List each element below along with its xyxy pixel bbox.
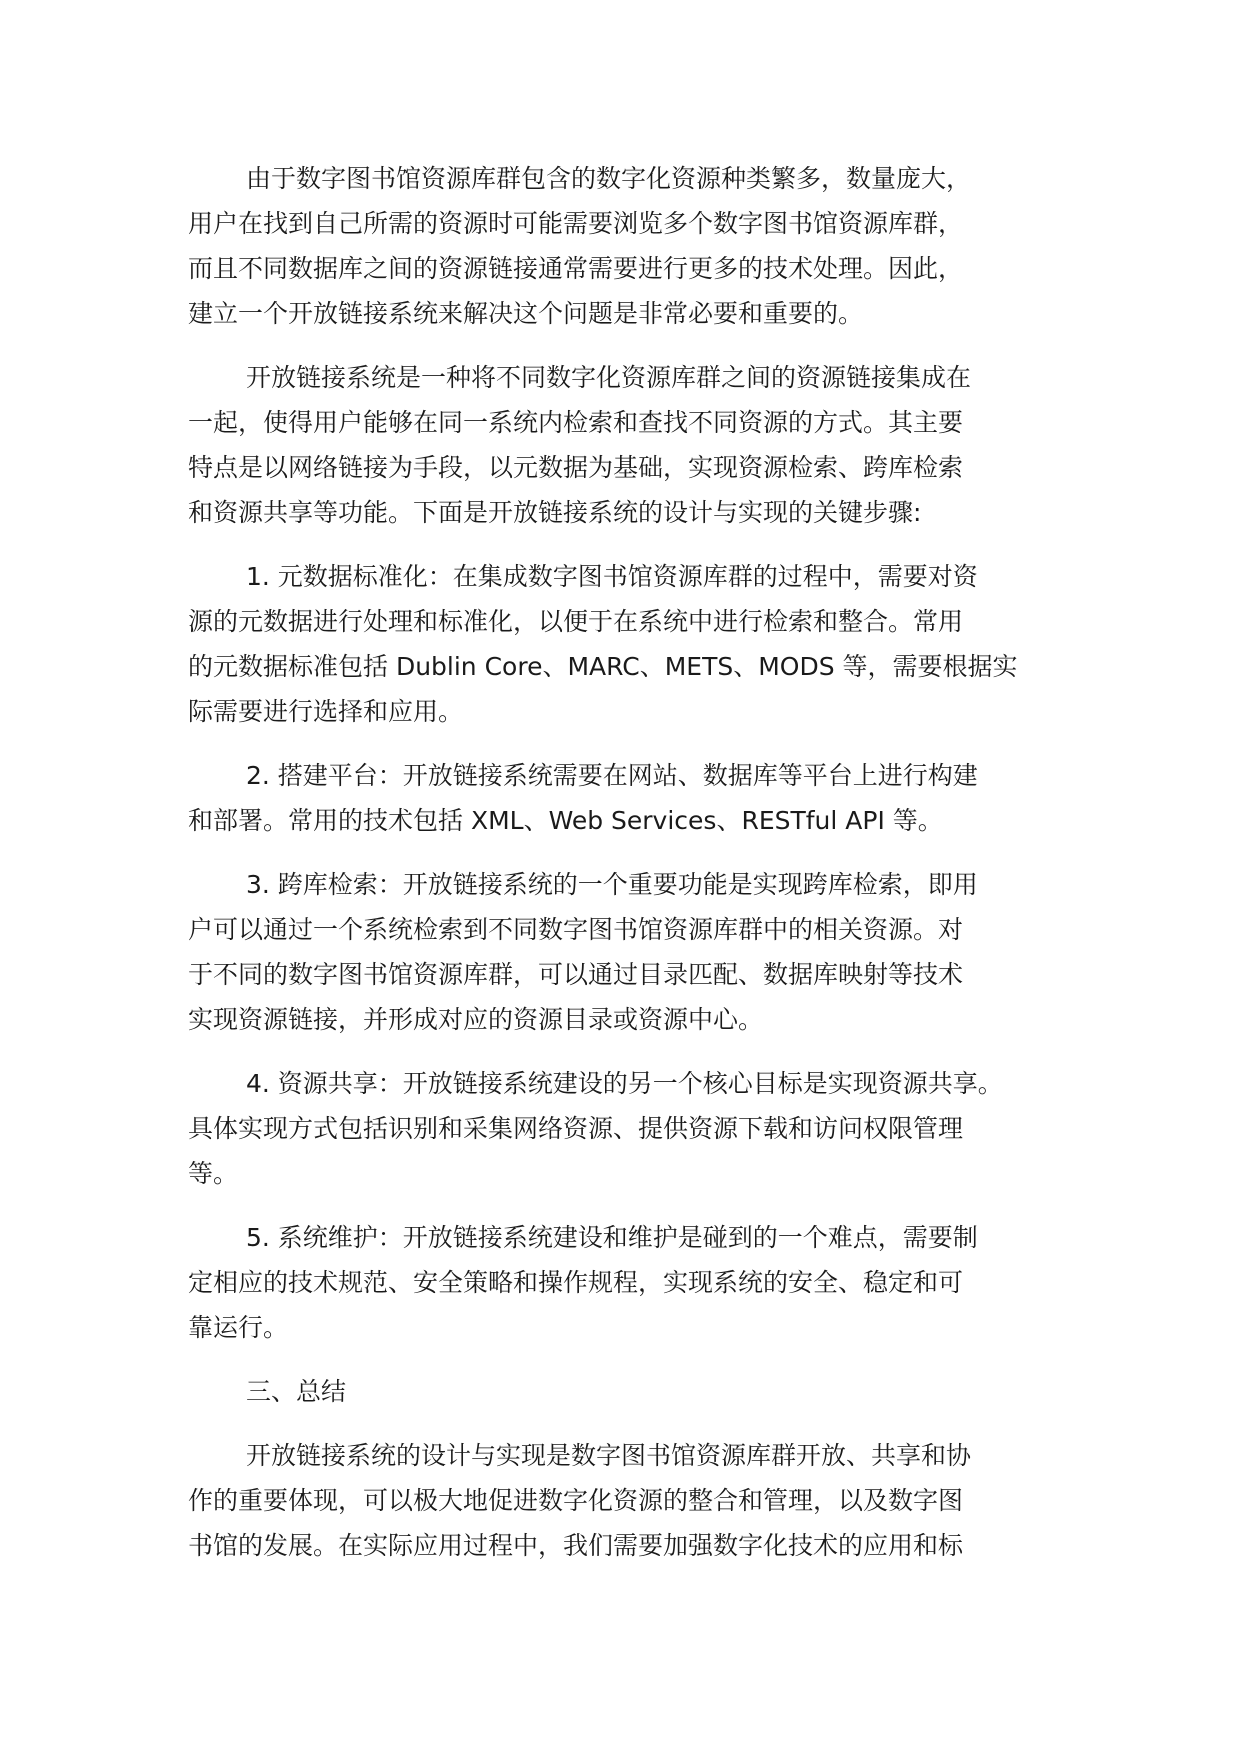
- paragraph-overview: [188, 355, 1054, 535]
- text-line: 1. 元数据标准化：在集成数字图书馆资源库群的过程中，需要对资: [246, 562, 978, 591]
- text-line: 2. 搭建平台：开放链接系统需要在网站、数据库等平台上进行构建: [246, 761, 978, 790]
- text-line: 和资源共享等功能。下面是开放链接系统的设计与实现的关键步骤:: [188, 498, 922, 527]
- text-line: 于不同的数字图书馆资源库群，可以通过目录匹配、数据库映射等技术: [188, 960, 964, 989]
- text-line: 由于数字图书馆资源库群包含的数字化资源种类繁多，数量庞大，: [246, 164, 972, 193]
- text-line: 和部署。常用的技术包括 XML、Web Services、RESTful API 等。: [188, 806, 943, 835]
- text-line: 一起，使得用户能够在同一系统内检索和查找不同资源的方式。其主要: [188, 408, 964, 437]
- heading-text: 三、总结: [246, 1377, 347, 1406]
- text-line: 户可以通过一个系统检索到不同数字图书馆资源库群中的相关资源。对: [188, 915, 964, 944]
- text-line: 3. 跨库检索：开放链接系统的一个重要功能是实现跨库检索，即用: [246, 870, 978, 899]
- paragraph-step-2: [188, 753, 1054, 843]
- text-line: 开放链接系统是一种将不同数字化资源库群之间的资源链接集成在: [246, 363, 972, 392]
- text-line: 建立一个开放链接系统来解决这个问题是非常必要和重要的。: [188, 299, 864, 328]
- paragraph-summary: [188, 1433, 1054, 1568]
- document-page: [188, 156, 1054, 1587]
- text-line: 书馆的发展。在实际应用过程中，我们需要加强数字化技术的应用和标: [188, 1531, 964, 1560]
- text-line: 开放链接系统的设计与实现是数字图书馆资源库群开放、共享和协: [246, 1441, 972, 1470]
- text-line: 5. 系统维护：开放链接系统建设和维护是碰到的一个难点，需要制: [246, 1223, 978, 1252]
- section-heading-summary: [188, 1369, 1054, 1414]
- text-line: 具体实现方式包括识别和采集网络资源、提供资源下载和访问权限管理: [188, 1114, 964, 1143]
- paragraph-step-5: [188, 1215, 1054, 1350]
- paragraph-step-4: [188, 1061, 1054, 1196]
- text-line: 实现资源链接，并形成对应的资源目录或资源中心。: [188, 1005, 764, 1034]
- text-line: 用户在找到自己所需的资源时可能需要浏览多个数字图书馆资源库群，: [188, 209, 964, 238]
- paragraph-step-1: [188, 554, 1054, 734]
- paragraph-intro: [188, 156, 1054, 336]
- text-line: 的元数据标准包括 Dublin Core、MARC、METS、MODS 等，需要根据实: [188, 652, 1018, 681]
- text-line: 作的重要体现，可以极大地促进数字化资源的整合和管理，以及数字图: [188, 1486, 964, 1515]
- text-line: 靠运行。: [188, 1313, 289, 1342]
- text-line: 源的元数据进行处理和标准化，以便于在系统中进行检索和整合。常用: [188, 607, 964, 636]
- text-line: 而且不同数据库之间的资源链接通常需要进行更多的技术处理。因此，: [188, 254, 964, 283]
- paragraph-step-3: [188, 862, 1054, 1042]
- text-line: 定相应的技术规范、安全策略和操作规程，实现系统的安全、稳定和可: [188, 1268, 964, 1297]
- text-line: 等。: [188, 1159, 239, 1188]
- text-line: 特点是以网络链接为手段，以元数据为基础，实现资源检索、跨库检索: [188, 453, 964, 482]
- text-line: 4. 资源共享：开放链接系统建设的另一个核心目标是实现资源共享。: [246, 1069, 1003, 1098]
- text-line: 际需要进行选择和应用。: [188, 697, 464, 726]
